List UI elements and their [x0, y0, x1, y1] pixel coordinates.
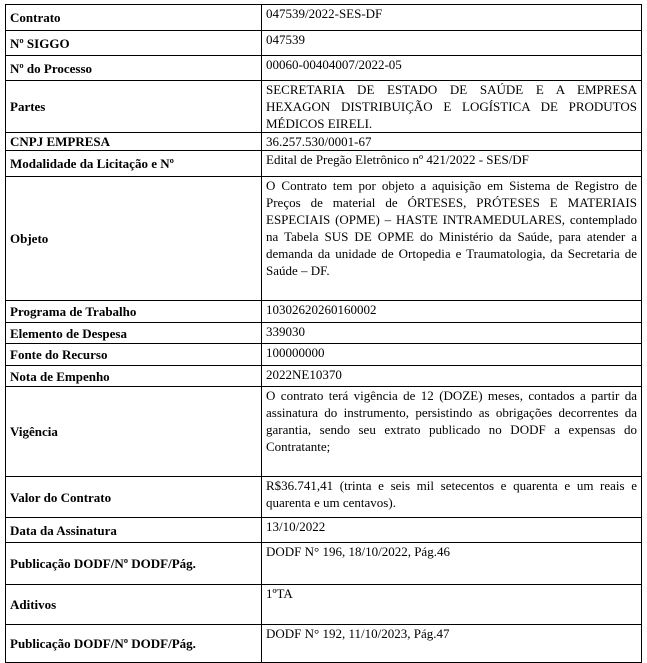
contract-summary-table [5, 4, 642, 663]
row-value: 13/10/2022 [262, 518, 642, 543]
table-row-programa [6, 301, 642, 323]
row-label: Modalidade da Licitação e Nº [6, 151, 262, 177]
row-label: Valor do Contrato [6, 477, 262, 518]
row-value: O Contrato tem por objeto a aquisição em Sistema de Registro de Preços de material de ÓRTESES, PRÓTESES E MATERIAIS ESPECIAIS (OPME) – HASTE INTRAMEDULARES, contemplado na Tabela SUS DE OPME do Ministério da Saúde, para atender a demanda da unidade de Ortopedia e Traumatologia, da Secretaria de Saúde – DF. [262, 177, 642, 301]
table-row-vigencia [6, 387, 642, 477]
table-row-publicacao [6, 543, 642, 585]
row-value: Edital de Pregão Eletrônico nº 421/2022 - SES/DF [262, 151, 642, 177]
table-row-contrato [6, 5, 642, 31]
table-row-siggo [6, 31, 642, 56]
row-label: Contrato [6, 5, 262, 31]
table-row-data-assinatura [6, 518, 642, 543]
table-row-processo [6, 56, 642, 81]
row-label: Aditivos [6, 585, 262, 625]
row-label: Publicação DODF/Nº DODF/Pág. [6, 543, 262, 585]
row-label: Publicação DODF/Nº DODF/Pág. [6, 625, 262, 663]
table-row-aditivos [6, 585, 642, 625]
table-row-elemento [6, 323, 642, 344]
row-value: 339030 [262, 323, 642, 344]
row-value: SECRETARIA DE ESTADO DE SAÚDE E A EMPRESA HEXAGON DISTRIBUIÇÃO E LOGÍSTICA DE PRODUTOS MÉDICOS EIRELI. [262, 81, 642, 133]
row-label: CNPJ EMPRESA [6, 133, 262, 151]
row-label: Programa de Trabalho [6, 301, 262, 323]
row-value: 100000000 [262, 344, 642, 366]
row-label: Fonte do Recurso [6, 344, 262, 366]
row-label: Nº SIGGO [6, 31, 262, 56]
row-value: O contrato terá vigência de 12 (DOZE) meses, contados a partir da assinatura do instrumento, persistindo as obrigações decorrentes da garantia, sendo seu extrato publicado no DODF a expensas do Contratante; [262, 387, 642, 477]
row-value: R$36.741,41 (trinta e seis mil setecentos e quarenta e um reais e quarenta e um centavos). [262, 477, 642, 518]
row-value: 36.257.530/0001-67 [262, 133, 642, 151]
row-label: Objeto [6, 177, 262, 301]
table-row-modalidade [6, 151, 642, 177]
row-label: Vigência [6, 387, 262, 477]
row-label: Nº do Processo [6, 56, 262, 81]
table-row-partes [6, 81, 642, 133]
table-row-fonte [6, 344, 642, 366]
table-row-objeto [6, 177, 642, 301]
row-value: DODF N° 192, 11/10/2023, Pág.47 [262, 625, 642, 663]
row-value: 047539 [262, 31, 642, 56]
table-row-cnpj [6, 133, 642, 151]
row-value: 047539/2022-SES-DF [262, 5, 642, 31]
row-label: Data da Assinatura [6, 518, 262, 543]
row-value: 1ºTA [262, 585, 642, 625]
row-label: Partes [6, 81, 262, 133]
table-row-valor [6, 477, 642, 518]
row-value: DODF N° 196, 18/10/2022, Pág.46 [262, 543, 642, 585]
table-row-empenho [6, 366, 642, 387]
row-value: 00060-00404007/2022-05 [262, 56, 642, 81]
row-value: 2022NE10370 [262, 366, 642, 387]
row-label: Nota de Empenho [6, 366, 262, 387]
row-label: Elemento de Despesa [6, 323, 262, 344]
row-value: 10302620260160002 [262, 301, 642, 323]
